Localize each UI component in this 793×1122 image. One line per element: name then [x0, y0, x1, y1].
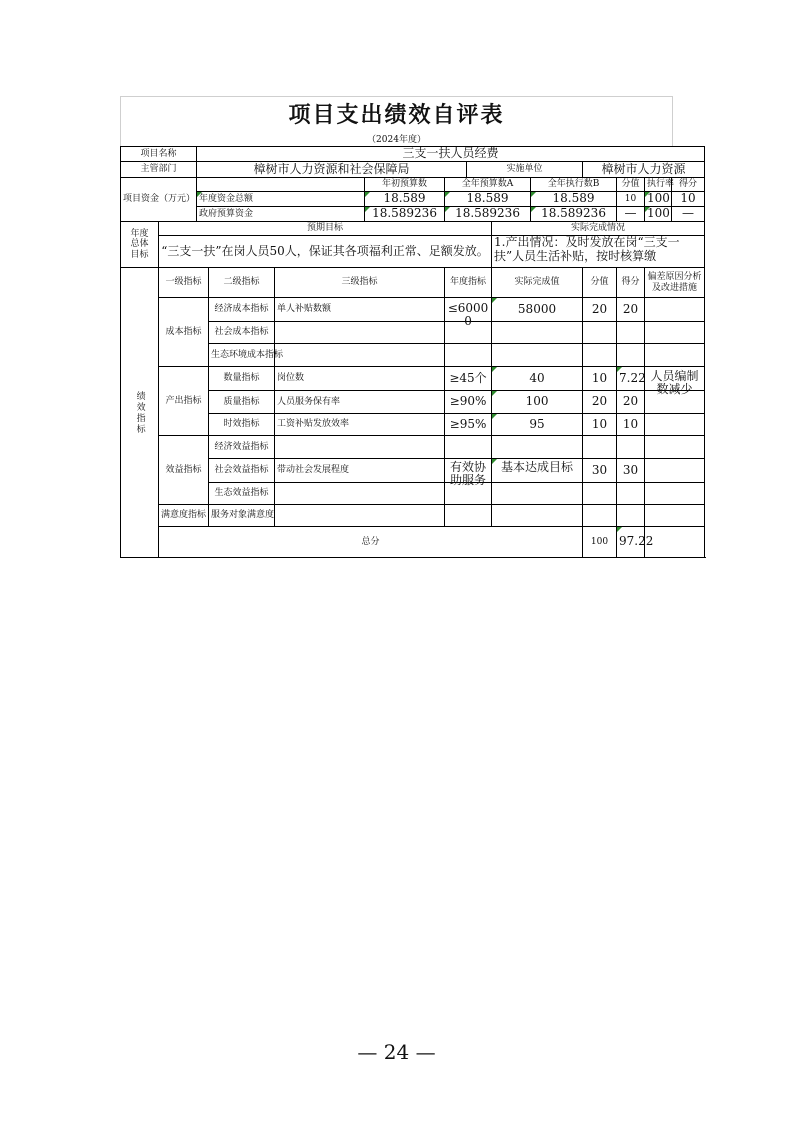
deviation-cell [645, 436, 705, 459]
level3-cell [275, 322, 445, 344]
page-number: — 24 — [357, 1040, 436, 1064]
deviation-cell [645, 414, 705, 436]
header-points: 分值 [583, 268, 617, 298]
deviation-cell [645, 298, 705, 322]
points-cell [583, 322, 617, 344]
funds-header-executed: 全年执行数B [531, 178, 617, 192]
funds-header-row [121, 178, 705, 192]
target-cell [445, 298, 492, 329]
actual-cell [492, 483, 583, 505]
points-cell: 10 [583, 414, 617, 436]
points-cell [583, 344, 617, 367]
deviation-cell [645, 391, 705, 414]
deviation-cell [645, 459, 705, 483]
actual-cell [492, 344, 583, 367]
level1-satisfaction: 满意度指标 [159, 505, 209, 527]
funds-initial: 18.589236 [365, 207, 445, 222]
indicator-row [121, 298, 705, 322]
funds-label: 项目资金（万元） [121, 178, 197, 222]
deviation-cell [645, 344, 705, 367]
actual-cell-text: 基本达成目标 [501, 459, 574, 474]
project-name-row [121, 147, 705, 162]
indicator-row [121, 367, 705, 391]
funds-points: — [617, 207, 645, 222]
level2-cell: 数量指标 [209, 367, 275, 391]
total-score: 97.22 [617, 527, 645, 558]
level3-cell [275, 505, 445, 527]
target-cell [445, 483, 492, 505]
indicator-row [121, 414, 705, 436]
level2-cell: 生态效益指标 [209, 483, 275, 505]
level1-benefit: 效益指标 [159, 436, 209, 505]
target-cell [445, 436, 492, 459]
score-cell: 30 [617, 459, 645, 483]
implementing-unit-value: 樟树市人力资源 [583, 162, 705, 178]
funds-header-initial: 年初预算数 [365, 178, 445, 192]
actual-cell [492, 459, 583, 483]
score-cell [617, 344, 645, 367]
goals-header-row [121, 222, 705, 236]
funds-executed: 18.589236 [531, 207, 617, 222]
funds-row-total [121, 192, 705, 207]
funds-header-points: 分值 [617, 178, 645, 192]
level1-cost: 成本指标 [159, 298, 209, 367]
actual-cell: 100 [492, 391, 583, 414]
header-level1: 一级指标 [159, 268, 209, 298]
level2-cell: 质量指标 [209, 391, 275, 414]
target-cell [445, 459, 492, 488]
indicators-label [121, 268, 159, 558]
table-title: 项目支出绩效自评表 [288, 102, 505, 128]
funds-annual: 18.589 [445, 192, 531, 207]
points-cell [583, 436, 617, 459]
indicators-label-text: 绩效指标 [134, 390, 145, 435]
funds-header-score: 得分 [672, 178, 705, 192]
target-cell: ≥95% [445, 414, 492, 436]
total-note [645, 527, 705, 558]
points-cell: 30 [583, 459, 617, 483]
actual-cell [492, 436, 583, 459]
funds-header-rate: 执行率 [645, 178, 672, 192]
actual-completion-header: 实际完成情况 [492, 222, 705, 236]
level2-cell: 生态环境成本指标 [209, 344, 275, 367]
project-name-value: 三支一扶人员经费 [197, 147, 705, 162]
department-label: 主管部门 [121, 162, 197, 178]
target-cell: ≥90% [445, 391, 492, 414]
actual-cell: 58000 [492, 298, 583, 322]
total-label: 总分 [159, 527, 583, 558]
funds-rate: 100 [645, 207, 672, 222]
level2-cell: 经济效益指标 [209, 436, 275, 459]
deviation-cell [645, 483, 705, 505]
actual-cell: 40 [492, 367, 583, 391]
header-score: 得分 [617, 268, 645, 298]
points-cell: 10 [583, 367, 617, 391]
deviation-cell [645, 322, 705, 344]
funds-score: 10 [672, 192, 705, 207]
points-cell: 20 [583, 391, 617, 414]
funds-annual: 18.589236 [445, 207, 531, 222]
header-level3: 三级指标 [275, 268, 445, 298]
funds-row-government [121, 207, 705, 222]
actual-completion-text-inner: 1.产出情况：及时发放在岗“三支一扶”人员生活补贴，按时核算缴 [494, 235, 680, 263]
target-cell [445, 505, 492, 527]
level2-cell: 社会成本指标 [209, 322, 275, 344]
indicator-row [121, 436, 705, 459]
indicator-row [121, 505, 705, 527]
total-row [121, 527, 705, 558]
funds-row-name: 政府预算资金 [197, 207, 365, 222]
annual-goal-label-text: 年度总体目标 [130, 228, 149, 260]
annual-goal-label [121, 222, 159, 268]
header-annual-target: 年度指标 [445, 268, 492, 298]
level2-cell: 经济成本指标 [209, 298, 275, 322]
actual-completion-text [492, 236, 705, 268]
level2-cell: 服务对象满意度 [209, 505, 275, 527]
level3-cell [275, 344, 445, 367]
header-deviation: 偏差原因分析及改进措施 [645, 268, 705, 298]
level3-cell [275, 483, 445, 505]
funds-points: 10 [617, 192, 645, 207]
score-cell [617, 483, 645, 505]
level3-cell: 工资补贴发放效率 [275, 414, 445, 436]
actual-cell [492, 505, 583, 527]
table-title-row [120, 96, 673, 130]
indicators-header-row [121, 268, 705, 298]
level3-cell [275, 436, 445, 459]
funds-initial: 18.589 [365, 192, 445, 207]
indicator-row [121, 322, 705, 344]
deviation-cell-text: 人员编制数减少 [650, 368, 699, 397]
level1-output: 产出指标 [159, 367, 209, 436]
table-year: （2024年度） [120, 130, 673, 146]
score-cell: 20 [617, 391, 645, 414]
level2-cell: 社会效益指标 [209, 459, 275, 483]
department-row [121, 162, 705, 178]
department-value: 樟树市人力资源和社会保障局 [197, 162, 467, 178]
implementing-unit-label: 实施单位 [467, 162, 583, 178]
funds-rate: 100 [645, 192, 672, 207]
indicator-row [121, 344, 705, 367]
goals-content-row [121, 236, 705, 268]
performance-table [120, 146, 705, 558]
level3-cell: 岗位数 [275, 367, 445, 391]
level2-cell: 时效指标 [209, 414, 275, 436]
score-cell [617, 322, 645, 344]
header-level2: 二级指标 [209, 268, 275, 298]
score-cell: 20 [617, 298, 645, 322]
level3-cell: 人员服务保有率 [275, 391, 445, 414]
score-cell [617, 436, 645, 459]
funds-executed: 18.589 [531, 192, 617, 207]
level3-cell: 单人补贴数额 [275, 298, 445, 322]
score-cell [617, 505, 645, 527]
points-cell [583, 483, 617, 505]
indicator-row [121, 459, 705, 483]
target-cell-text: ≤60000 [447, 300, 489, 329]
deviation-cell [645, 505, 705, 527]
funds-header-annual: 全年预算数A [445, 178, 531, 192]
indicator-row [121, 391, 705, 414]
funds-score: — [672, 207, 705, 222]
indicator-row [121, 483, 705, 505]
expected-goal-header: 预期目标 [159, 222, 492, 236]
header-actual-value: 实际完成值 [492, 268, 583, 298]
deviation-cell [645, 367, 705, 397]
performance-table-sheet [120, 96, 702, 558]
actual-cell: 95 [492, 414, 583, 436]
points-cell: 20 [583, 298, 617, 322]
target-cell-text: 有效协助服务 [450, 459, 487, 488]
points-cell [583, 505, 617, 527]
score-cell: 10 [617, 414, 645, 436]
actual-cell [492, 322, 583, 344]
target-cell [445, 322, 492, 344]
target-cell [445, 344, 492, 367]
total-points: 100 [583, 527, 617, 558]
expected-goal-text: “三支一扶”在岗人员50人，保证其各项福利正常、足额发放。 [159, 236, 492, 268]
level3-cell: 带动社会发展程度 [275, 459, 445, 483]
target-cell: ≥45个 [445, 367, 492, 391]
funds-row-name: 年度资金总额 [197, 192, 365, 207]
score-cell: 7.22 [617, 367, 645, 391]
funds-header-blank [197, 178, 365, 192]
project-name-label: 项目名称 [121, 147, 197, 162]
